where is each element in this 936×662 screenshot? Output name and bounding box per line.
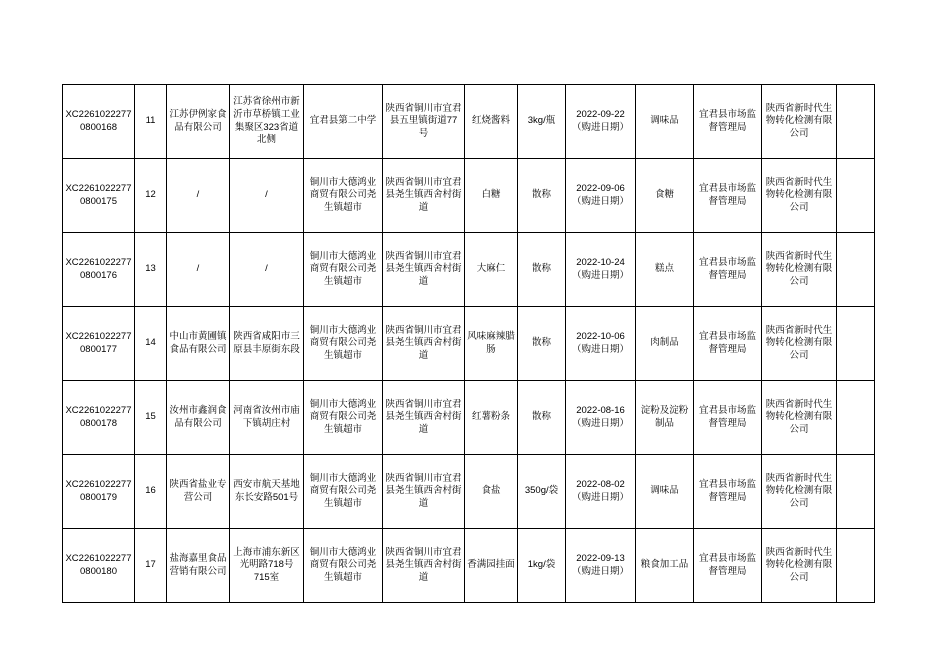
cell-category: 食糖 — [636, 159, 694, 233]
cell-index: 12 — [135, 159, 167, 233]
cell-inspection-org: 陕西省新时代生物转化检测有限公司 — [762, 381, 837, 455]
cell-sample-name: 香满园挂面 — [465, 529, 518, 603]
table-row — [63, 381, 875, 455]
cell-sampling-unit: 宜君县市场监督管理局 — [694, 85, 762, 159]
cell-sampling-unit: 宜君县市场监督管理局 — [694, 529, 762, 603]
cell-sampling-code: XC22610222770800180 — [63, 529, 135, 603]
cell-inspection-org: 陕西省新时代生物转化检测有限公司 — [762, 85, 837, 159]
cell-spec: 散称 — [518, 381, 566, 455]
cell-category: 肉制品 — [636, 307, 694, 381]
cell-sampled-address: 陕西省咸阳市三原县丰原街东段 — [230, 307, 304, 381]
cell-category: 粮食加工品 — [636, 529, 694, 603]
table-row — [63, 529, 875, 603]
cell-remark — [837, 159, 875, 233]
cell-index: 15 — [135, 381, 167, 455]
cell-sampling-code: XC22610222770800178 — [63, 381, 135, 455]
table-row — [63, 307, 875, 381]
cell-index: 13 — [135, 233, 167, 307]
cell-sample-name: 白糖 — [465, 159, 518, 233]
cell-inspection-org: 陕西省新时代生物转化检测有限公司 — [762, 159, 837, 233]
cell-inspection-org: 陕西省新时代生物转化检测有限公司 — [762, 529, 837, 603]
cell-sampled-address: 西安市航天基地东长安路501号 — [230, 455, 304, 529]
cell-remark — [837, 307, 875, 381]
cell-inspection-org: 陕西省新时代生物转化检测有限公司 — [762, 233, 837, 307]
cell-sampled-unit: / — [167, 159, 230, 233]
cell-spec: 1kg/袋 — [518, 529, 566, 603]
cell-date: 2022-09-13（购进日期） — [566, 529, 636, 603]
cell-spec: 散称 — [518, 233, 566, 307]
cell-date: 2022-08-02（购进日期） — [566, 455, 636, 529]
cell-producer-address: 陕西省铜川市宜君县尧生镇西舍村街道 — [383, 455, 465, 529]
cell-date: 2022-10-06（购进日期） — [566, 307, 636, 381]
table-row — [63, 233, 875, 307]
sampling-records-table — [62, 84, 875, 603]
cell-inspection-org: 陕西省新时代生物转化检测有限公司 — [762, 307, 837, 381]
cell-remark — [837, 455, 875, 529]
cell-sampling-unit: 宜君县市场监督管理局 — [694, 233, 762, 307]
cell-producer-address: 陕西省铜川市宜君县尧生镇西舍村街道 — [383, 233, 465, 307]
cell-remark — [837, 381, 875, 455]
cell-sampling-code: XC22610222770800175 — [63, 159, 135, 233]
cell-sampling-unit: 宜君县市场监督管理局 — [694, 381, 762, 455]
cell-index: 11 — [135, 85, 167, 159]
cell-producer: 铜川市大德鸿业商贸有限公司尧生镇超市 — [304, 307, 383, 381]
cell-index: 14 — [135, 307, 167, 381]
cell-sampling-unit: 宜君县市场监督管理局 — [694, 307, 762, 381]
cell-inspection-org: 陕西省新时代生物转化检测有限公司 — [762, 455, 837, 529]
cell-producer: 铜川市大德鸿业商贸有限公司尧生镇超市 — [304, 529, 383, 603]
cell-category: 调味品 — [636, 85, 694, 159]
cell-category: 淀粉及淀粉制品 — [636, 381, 694, 455]
cell-spec: 散称 — [518, 307, 566, 381]
table-row — [63, 455, 875, 529]
cell-sampling-code: XC22610222770800168 — [63, 85, 135, 159]
cell-spec: 350g/袋 — [518, 455, 566, 529]
cell-index: 17 — [135, 529, 167, 603]
cell-sampled-address: / — [230, 159, 304, 233]
cell-date: 2022-08-16（购进日期） — [566, 381, 636, 455]
cell-sampling-unit: 宜君县市场监督管理局 — [694, 455, 762, 529]
cell-producer-address: 陕西省铜川市宜君县尧生镇西舍村街道 — [383, 307, 465, 381]
cell-date: 2022-09-06（购进日期） — [566, 159, 636, 233]
cell-producer-address: 陕西省铜川市宜君县尧生镇西舍村街道 — [383, 529, 465, 603]
cell-producer: 铜川市大德鸿业商贸有限公司尧生镇超市 — [304, 381, 383, 455]
cell-producer: 铜川市大德鸿业商贸有限公司尧生镇超市 — [304, 159, 383, 233]
cell-sample-name: 风味麻辣腊肠 — [465, 307, 518, 381]
cell-producer-address: 陕西省铜川市宜君县尧生镇西舍村街道 — [383, 381, 465, 455]
cell-sampled-address: 上海市浦东新区光明路718号715室 — [230, 529, 304, 603]
cell-spec: 散称 — [518, 159, 566, 233]
cell-sampled-address: 江苏省徐州市新沂市草桥镇工业集聚区323省道北侧 — [230, 85, 304, 159]
cell-remark — [837, 233, 875, 307]
cell-producer: 铜川市大德鸿业商贸有限公司尧生镇超市 — [304, 233, 383, 307]
cell-sampled-unit: 汝州市鑫润食品有限公司 — [167, 381, 230, 455]
cell-producer: 铜川市大德鸿业商贸有限公司尧生镇超市 — [304, 455, 383, 529]
cell-sampling-code: XC22610222770800176 — [63, 233, 135, 307]
cell-sample-name: 大麻仁 — [465, 233, 518, 307]
cell-sample-name: 食盐 — [465, 455, 518, 529]
cell-date: 2022-09-22（购进日期） — [566, 85, 636, 159]
table-row — [63, 159, 875, 233]
cell-category: 糕点 — [636, 233, 694, 307]
table-row — [63, 85, 875, 159]
cell-remark — [837, 85, 875, 159]
sampling-records-table-wrapper — [62, 84, 874, 603]
cell-index: 16 — [135, 455, 167, 529]
cell-producer-address: 陕西省铜川市宜君县尧生镇西舍村街道 — [383, 159, 465, 233]
cell-sampled-unit: / — [167, 233, 230, 307]
cell-spec: 3kg/瓶 — [518, 85, 566, 159]
cell-remark — [837, 529, 875, 603]
cell-sampled-unit: 中山市黄圃镇食品有限公司 — [167, 307, 230, 381]
cell-sampling-unit: 宜君县市场监督管理局 — [694, 159, 762, 233]
cell-sampled-unit: 江苏伊例家食品有限公司 — [167, 85, 230, 159]
cell-sample-name: 红薯粉条 — [465, 381, 518, 455]
cell-date: 2022-10-24（购进日期） — [566, 233, 636, 307]
cell-sample-name: 红烧酱料 — [465, 85, 518, 159]
cell-sampled-unit: 陕西省盐业专营公司 — [167, 455, 230, 529]
cell-sampled-address: / — [230, 233, 304, 307]
cell-sampling-code: XC22610222770800177 — [63, 307, 135, 381]
cell-sampling-code: XC22610222770800179 — [63, 455, 135, 529]
cell-producer-address: 陕西省铜川市宜君县五里镇街道77号 — [383, 85, 465, 159]
cell-category: 调味品 — [636, 455, 694, 529]
cell-sampled-unit: 盐海嘉里食品营销有限公司 — [167, 529, 230, 603]
cell-producer: 宜君县第二中学 — [304, 85, 383, 159]
cell-sampled-address: 河南省汝州市庙下镇胡庄村 — [230, 381, 304, 455]
